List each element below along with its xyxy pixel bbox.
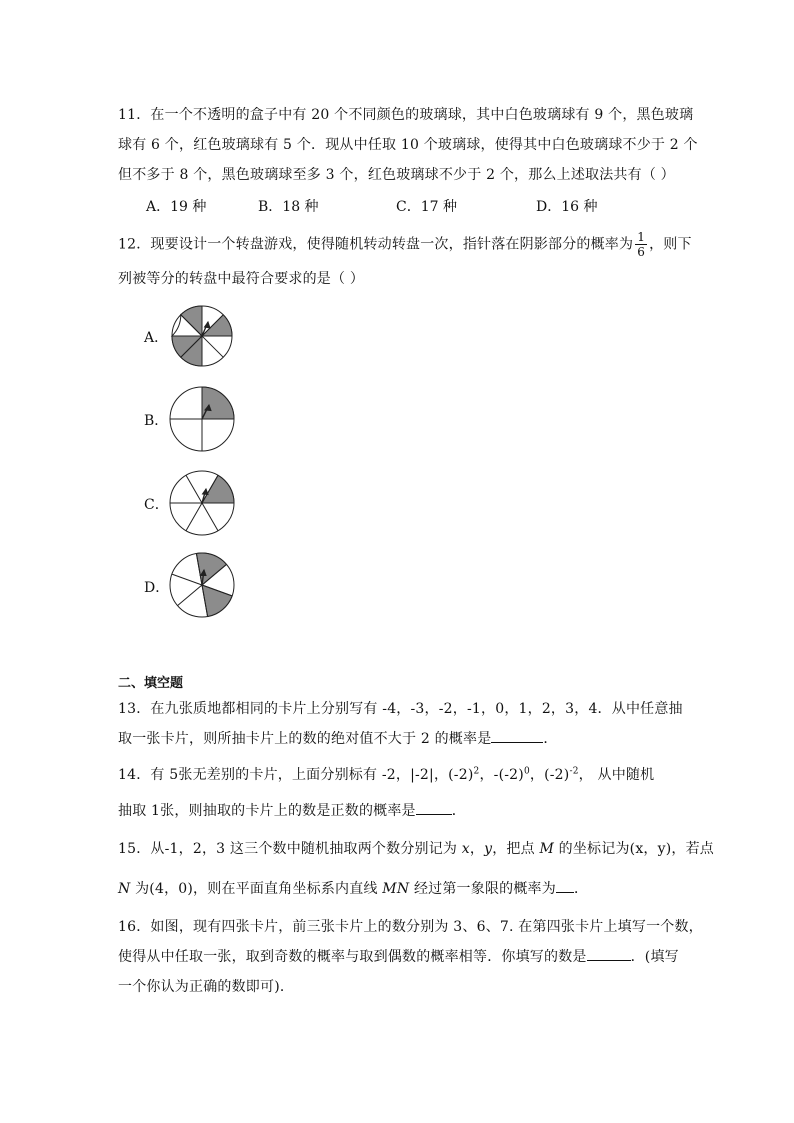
q15-point-m: M: [539, 841, 554, 857]
q15-text-e: 为(4，0)，则在平面直角坐标系内直线: [130, 881, 383, 897]
q13-line2: [118, 728, 558, 748]
q12-fraction: [635, 230, 647, 259]
q14-sep: ，: [529, 767, 545, 783]
q15-end: ．: [573, 881, 589, 897]
q12-choice-c-label: C．: [144, 497, 169, 513]
spinner-d-diagram: [168, 552, 238, 618]
q14-expr2: [494, 767, 530, 783]
q14-expr1: [448, 767, 479, 783]
q11-option-d: D．16 种: [536, 199, 598, 215]
q16-end: ．(填写: [630, 949, 679, 965]
q16-line2: [118, 946, 679, 966]
q15-coord: (x，y): [629, 841, 672, 857]
q16-answer-blank: [587, 948, 631, 961]
q15-comma: ，: [469, 841, 485, 857]
q15-text-f: 经过第一象限的概率为: [409, 881, 556, 897]
q14-end: ．: [451, 803, 466, 819]
q12-frac-num: 1: [637, 230, 646, 244]
q14-text-a: 14．有 5张无差别的卡片，上面分别标有 -2，: [118, 767, 411, 783]
q14-expr2-exp: 0: [523, 766, 530, 777]
q15-answer-blank: [556, 880, 574, 893]
q14-abs: |-2|: [410, 767, 434, 783]
q15-line-mn: MN: [382, 881, 410, 897]
q14-sep: ，: [578, 767, 593, 783]
q12-text-b: ，则下: [649, 236, 692, 253]
q14-expr3-base: (-2): [544, 767, 570, 783]
q14-line2: [118, 800, 466, 820]
q14-expr1-base: (-2): [448, 767, 474, 783]
q15-var-x: x: [461, 841, 470, 857]
q15-text-a: 15．从-1，2，3 这三个数中随机抽取两个数分别记为: [118, 841, 462, 857]
q14-sep: ，: [479, 767, 494, 783]
q12-choice-d-label: D．: [144, 580, 170, 596]
spinner-c-diagram: [168, 470, 238, 536]
q13-end: ．: [543, 731, 558, 747]
q14-expr2-base: -(-2): [493, 767, 524, 783]
q12-choice-b-label: B．: [144, 413, 169, 429]
q16-line1: 16．如图，现有四张卡片，前三张卡片上的数分别为 3、6、7. 在第四张卡片上填写一个数，: [118, 919, 703, 935]
q14-expr1-exp: 2: [473, 766, 480, 777]
q11-option-a: A．19 种: [146, 199, 207, 215]
q15-text-c: 的坐标记为: [554, 841, 630, 857]
section-fill-in-title: 二、填空题: [118, 676, 184, 691]
q14-answer-blank: [416, 802, 452, 815]
q15-text-d: ，若点: [671, 841, 714, 857]
q15-point-n: N: [118, 881, 131, 897]
q14-text: 抽取 1张，则抽取的卡片上的数是正数的概率是: [118, 803, 416, 819]
q14-line1: [118, 764, 654, 784]
spinner-a-diagram: [168, 305, 238, 367]
q15-text-b: ，把点: [492, 841, 540, 857]
q15-line2: [118, 878, 588, 898]
q13-answer-blank: [491, 730, 543, 743]
q16-text: 使得从中任取一张，取到奇数的概率与取到偶数的概率相等．你填写的数是: [118, 949, 587, 965]
q11-line1: 11．在一个不透明的盒子中有 20 个不同颜色的玻璃球，其中白色玻璃球有 9 个，黑色玻璃: [118, 107, 694, 123]
q12-line2: 列被等分的转盘中最符合要求的是（ ）: [118, 271, 365, 287]
q14-expr3: [544, 767, 579, 783]
q13-line1: 13．在九张质地都相同的卡片上分别写有 -4，-3，-2，-1，0，1，2，3，4．从中任意抽: [118, 701, 683, 717]
spinner-b-diagram: [168, 386, 238, 452]
q14-expr3-exp: -2: [569, 766, 579, 777]
q14-sep: ，: [433, 767, 449, 783]
q14-text-b: 从中随机: [592, 767, 655, 783]
q12-line1: [118, 230, 692, 259]
q11-option-c: C．17 种: [396, 199, 457, 215]
q12-choice-a-label: A．: [144, 330, 169, 346]
q12-text-a: 12．现要设计一个转盘游戏，使得随机转动转盘一次，指针落在阴影部分的概率为: [118, 236, 634, 253]
q15-line1: [118, 838, 714, 858]
q12-frac-den: 6: [637, 245, 646, 259]
q13-text: 取一张卡片，则所抽卡片上的数的绝对值不大于 2 的概率是: [118, 731, 492, 747]
q16-line3: 一个你认为正确的数即可)．: [118, 979, 295, 995]
q11-line2: 球有 6 个，红色玻璃球有 5 个．现从中任取 10 个玻璃球，使得其中白色玻璃球不少于 2 个: [118, 137, 698, 153]
q11-option-b: B．18 种: [258, 199, 319, 215]
q11-line3: 但不多于 8 个，黑色玻璃球至多 3 个，红色玻璃球不少于 2 个，那么上述取法共有（ ）: [118, 167, 675, 183]
q15-var-y: y: [484, 841, 493, 857]
